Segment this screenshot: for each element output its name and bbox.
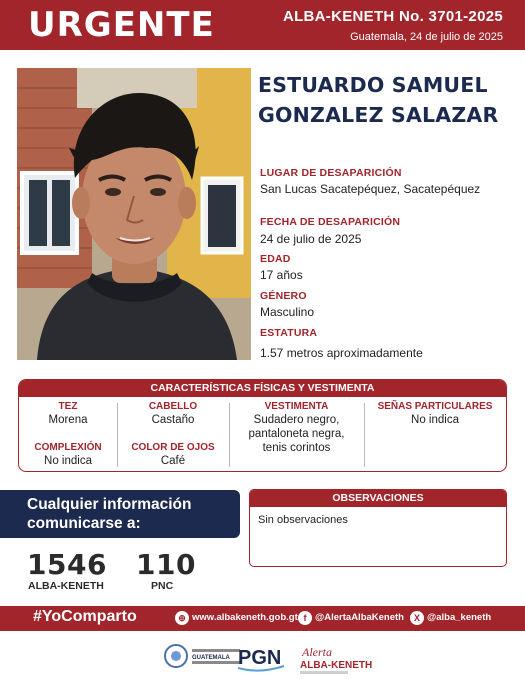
- tez-value: Morena: [48, 414, 88, 426]
- portrait-illustration: [17, 68, 251, 360]
- pnc-phone[interactable]: 110: [136, 548, 196, 581]
- hair-value: Castaño: [151, 414, 195, 426]
- pnc-phone-label: PNC: [151, 580, 174, 592]
- eye-color-value: Café: [160, 455, 186, 467]
- person-name-line1: ESTUARDO SAMUEL: [258, 73, 488, 97]
- contact-line1: Cualquier información: [27, 496, 192, 513]
- alba-keneth-phone[interactable]: 1546: [27, 548, 107, 581]
- disappearance-date-label: FECHA DE DESAPARICIÓN: [260, 216, 401, 228]
- institution-logos: [0, 636, 525, 679]
- observations-text: Sin observaciones: [258, 514, 348, 526]
- case-number: ALBA-KENETH No. 3701-2025: [282, 8, 503, 25]
- person-name-line2: GONZALEZ SALAZAR: [258, 103, 499, 127]
- disappearance-place-value: San Lucas Sacatepéquez, Sacatepéquez: [260, 182, 481, 196]
- clothing-line: pantaloneta negra,: [248, 428, 345, 440]
- x-link[interactable]: @alba_keneth: [427, 612, 492, 623]
- place-date: Guatemala, 24 de julio de 2025: [350, 31, 503, 43]
- observations-box: [249, 489, 507, 567]
- pgn-logo: PGN: [238, 647, 282, 669]
- clothing-label: VESTIMENTA: [264, 401, 329, 412]
- complexion-value: No indica: [44, 455, 92, 467]
- facebook-link[interactable]: @AlertaAlbaKeneth: [315, 612, 404, 623]
- age-value: 17 años: [260, 268, 303, 282]
- missing-person-photo: [17, 68, 251, 360]
- clothing-line: Sudadero negro,: [253, 414, 340, 426]
- height-value: 1.57 metros aproximadamente: [260, 346, 423, 360]
- alba-keneth-phone-label: ALBA-KENETH: [28, 580, 104, 592]
- contact-banner: [0, 490, 240, 538]
- height-label: ESTATURA: [260, 327, 318, 339]
- facebook-icon: f: [298, 611, 312, 625]
- globe-icon: ⊕: [175, 611, 189, 625]
- characteristics-box: [18, 379, 507, 472]
- gender-value: Masculino: [260, 305, 315, 319]
- characteristics-title: CARACTERÍSTICAS FÍSICAS Y VESTIMENTA: [19, 380, 506, 397]
- tez-label: TEZ: [58, 401, 78, 412]
- contact-line2: comunicarse a:: [27, 515, 141, 532]
- footer-bar: [0, 606, 525, 631]
- alerta-logo: Alerta: [302, 645, 332, 659]
- hashtag[interactable]: #YoComparto: [33, 608, 137, 625]
- hair-label: CABELLO: [148, 401, 198, 412]
- gov-logo-text: GUATEMALA: [192, 655, 230, 661]
- disappearance-place-label: LUGAR DE DESAPARICIÓN: [260, 167, 402, 179]
- eye-color-label: COLOR DE OJOS: [131, 442, 215, 453]
- person-name: [258, 70, 520, 130]
- disappearance-date-value: 24 de julio de 2025: [260, 232, 362, 246]
- age-label: EDAD: [260, 253, 291, 265]
- observations-title: OBSERVACIONES: [250, 490, 506, 507]
- alba-keneth-logo: ALBA-KENETH: [300, 660, 373, 671]
- logos-row: [0, 636, 525, 679]
- column-divider: [364, 403, 365, 467]
- distinguishing-marks-value: No indica: [411, 414, 459, 426]
- x-icon: X: [410, 611, 424, 625]
- gender-label: GÉNERO: [260, 290, 307, 302]
- distinguishing-marks-label: SEÑAS PARTICULARES: [377, 401, 493, 412]
- website-link[interactable]: www.albakeneth.gob.gt: [192, 612, 298, 623]
- complexion-label: COMPLEXIÓN: [34, 442, 102, 453]
- clothing-line: tenis corintos: [262, 442, 331, 454]
- header-banner: [0, 0, 525, 50]
- urgent-title: URGENTE: [28, 5, 215, 45]
